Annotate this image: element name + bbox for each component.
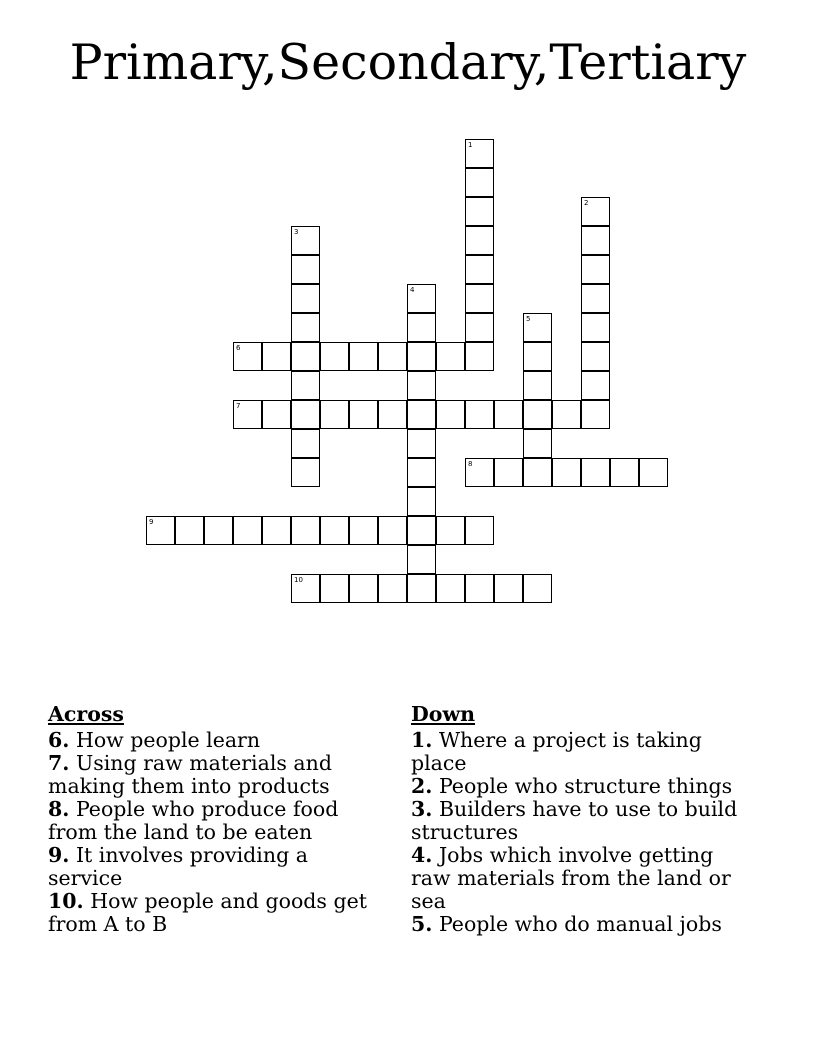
across-heading: Across bbox=[48, 702, 124, 726]
crossword-cell[interactable] bbox=[465, 139, 494, 168]
crossword-cell[interactable] bbox=[610, 458, 639, 487]
clue-down-5 bbox=[411, 913, 751, 936]
clue-number: 7. bbox=[48, 751, 70, 775]
clue-text: People who produce food from the land to be eaten bbox=[48, 797, 339, 844]
cell-number: 7 bbox=[236, 402, 241, 410]
crossword-cell[interactable] bbox=[146, 516, 175, 545]
crossword-cell[interactable] bbox=[291, 255, 320, 284]
cell-number: 6 bbox=[236, 344, 241, 352]
crossword-cell[interactable] bbox=[349, 574, 378, 603]
clue-number: 5. bbox=[411, 912, 433, 936]
crossword-cell[interactable] bbox=[233, 516, 262, 545]
crossword-cell[interactable] bbox=[581, 400, 610, 429]
crossword-cell[interactable] bbox=[320, 400, 349, 429]
crossword-cell[interactable] bbox=[436, 516, 465, 545]
crossword-cell[interactable] bbox=[436, 342, 465, 371]
crossword-cell[interactable] bbox=[465, 197, 494, 226]
clue-across-8 bbox=[48, 798, 383, 844]
crossword-cell[interactable] bbox=[291, 400, 320, 429]
clue-number: 2. bbox=[411, 774, 433, 798]
crossword-cell[interactable] bbox=[291, 516, 320, 545]
crossword-cell[interactable] bbox=[262, 342, 291, 371]
cell-number: 4 bbox=[410, 286, 415, 294]
crossword-cell[interactable] bbox=[407, 574, 436, 603]
crossword-cell[interactable] bbox=[465, 313, 494, 342]
cell-number: 3 bbox=[294, 228, 299, 236]
crossword-cell[interactable] bbox=[465, 574, 494, 603]
clue-text: People who do manual jobs bbox=[438, 912, 722, 936]
crossword-cell[interactable] bbox=[523, 371, 552, 400]
crossword-cell[interactable] bbox=[523, 313, 552, 342]
crossword-cell[interactable] bbox=[407, 313, 436, 342]
crossword-cell[interactable] bbox=[552, 400, 581, 429]
crossword-cell[interactable] bbox=[581, 371, 610, 400]
crossword-cell[interactable] bbox=[291, 226, 320, 255]
clue-number: 10. bbox=[48, 889, 84, 913]
crossword-cell[interactable] bbox=[233, 342, 262, 371]
crossword-cell[interactable] bbox=[291, 371, 320, 400]
crossword-cell[interactable] bbox=[465, 458, 494, 487]
page-title: Primary,Secondary,Tertiary bbox=[69, 34, 747, 91]
crossword-cell[interactable] bbox=[291, 458, 320, 487]
crossword-cell[interactable] bbox=[581, 255, 610, 284]
crossword-cell[interactable] bbox=[581, 313, 610, 342]
crossword-cell[interactable] bbox=[581, 458, 610, 487]
clue-number: 6. bbox=[48, 728, 70, 752]
across-clues bbox=[48, 702, 383, 936]
clue-across-7 bbox=[48, 752, 383, 798]
crossword-cell[interactable] bbox=[523, 429, 552, 458]
crossword-cell[interactable] bbox=[291, 429, 320, 458]
crossword-cell[interactable] bbox=[407, 284, 436, 313]
crossword-cell[interactable] bbox=[465, 255, 494, 284]
crossword-cell[interactable] bbox=[581, 197, 610, 226]
clue-text: Builders have to use to build structures bbox=[411, 797, 738, 844]
clue-number: 9. bbox=[48, 843, 70, 867]
crossword-cell[interactable] bbox=[552, 458, 581, 487]
crossword-cell[interactable] bbox=[523, 458, 552, 487]
crossword-cell[interactable] bbox=[465, 168, 494, 197]
crossword-cell[interactable] bbox=[407, 545, 436, 574]
clue-across-9 bbox=[48, 844, 383, 890]
cell-number: 2 bbox=[584, 199, 589, 207]
crossword-cell[interactable] bbox=[465, 226, 494, 255]
crossword-cell[interactable] bbox=[320, 516, 349, 545]
crossword-cell[interactable] bbox=[320, 342, 349, 371]
clue-across-6 bbox=[48, 729, 383, 752]
cell-number: 5 bbox=[526, 315, 531, 323]
crossword-cell[interactable] bbox=[465, 516, 494, 545]
cell-number: 8 bbox=[468, 460, 473, 468]
crossword-cell[interactable] bbox=[291, 574, 320, 603]
down-heading: Down bbox=[411, 702, 476, 726]
crossword-cell[interactable] bbox=[320, 574, 349, 603]
clue-text: People who structure things bbox=[438, 774, 733, 798]
crossword-cell[interactable] bbox=[204, 516, 233, 545]
crossword-cell[interactable] bbox=[291, 342, 320, 371]
crossword-cell[interactable] bbox=[465, 400, 494, 429]
crossword-cell[interactable] bbox=[523, 574, 552, 603]
crossword-cell[interactable] bbox=[175, 516, 204, 545]
crossword-cell[interactable] bbox=[407, 458, 436, 487]
crossword-cell[interactable] bbox=[378, 400, 407, 429]
clue-text: Jobs which involve getting raw materials from the land or sea bbox=[411, 843, 731, 913]
crossword-cell[interactable] bbox=[523, 400, 552, 429]
crossword-cell[interactable] bbox=[581, 226, 610, 255]
down-clues bbox=[411, 702, 751, 936]
crossword-cell[interactable] bbox=[349, 516, 378, 545]
crossword-cell[interactable] bbox=[407, 400, 436, 429]
crossword-cell[interactable] bbox=[465, 342, 494, 371]
cell-number: 9 bbox=[149, 518, 154, 526]
crossword-cell[interactable] bbox=[494, 400, 523, 429]
clue-number: 3. bbox=[411, 797, 433, 821]
cell-number: 10 bbox=[294, 576, 303, 584]
clue-text: It involves providing a service bbox=[48, 843, 308, 890]
crossword-cell[interactable] bbox=[523, 342, 552, 371]
clue-across-10 bbox=[48, 890, 383, 936]
crossword-cell[interactable] bbox=[465, 284, 494, 313]
crossword-cell[interactable] bbox=[639, 458, 668, 487]
crossword-cell[interactable] bbox=[436, 574, 465, 603]
clue-text: How people learn bbox=[75, 728, 261, 752]
crossword-cell[interactable] bbox=[407, 516, 436, 545]
crossword-cell[interactable] bbox=[378, 342, 407, 371]
clue-down-2 bbox=[411, 775, 751, 798]
crossword-cell[interactable] bbox=[262, 400, 291, 429]
crossword-cell[interactable] bbox=[436, 400, 465, 429]
clue-down-4 bbox=[411, 844, 751, 913]
crossword-cell[interactable] bbox=[291, 284, 320, 313]
clue-text: Using raw materials and making them into products bbox=[48, 751, 332, 798]
cell-number: 1 bbox=[468, 141, 473, 149]
crossword-cell[interactable] bbox=[407, 429, 436, 458]
crossword-cell[interactable] bbox=[407, 342, 436, 371]
clue-number: 1. bbox=[411, 728, 433, 752]
crossword-cell[interactable] bbox=[494, 574, 523, 603]
clue-number: 4. bbox=[411, 843, 433, 867]
crossword-cell[interactable] bbox=[349, 342, 378, 371]
crossword-cell[interactable] bbox=[407, 371, 436, 400]
crossword-cell[interactable] bbox=[291, 313, 320, 342]
clue-down-1 bbox=[411, 729, 751, 775]
crossword-cell[interactable] bbox=[378, 516, 407, 545]
crossword-cell[interactable] bbox=[407, 487, 436, 516]
clue-down-3 bbox=[411, 798, 751, 844]
crossword-cell[interactable] bbox=[378, 574, 407, 603]
crossword-cell[interactable] bbox=[581, 342, 610, 371]
clue-text: Where a project is taking place bbox=[411, 728, 702, 775]
crossword-cell[interactable] bbox=[581, 284, 610, 313]
crossword-cell[interactable] bbox=[494, 458, 523, 487]
clue-text: How people and goods get from A to B bbox=[48, 889, 367, 936]
crossword-cell[interactable] bbox=[349, 400, 378, 429]
crossword-cell[interactable] bbox=[233, 400, 262, 429]
clue-number: 8. bbox=[48, 797, 70, 821]
crossword-cell[interactable] bbox=[262, 516, 291, 545]
